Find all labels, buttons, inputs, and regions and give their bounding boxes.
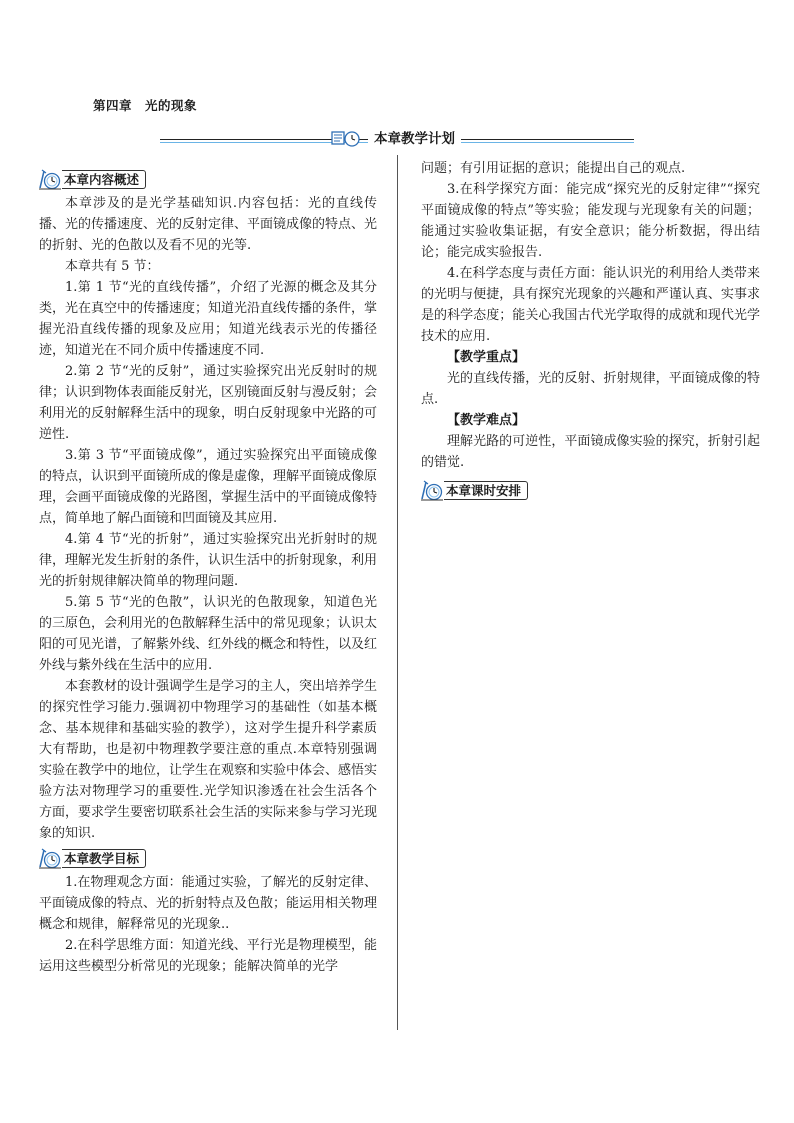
design-paragraph: 本套教材的设计强调学生是学习的主人，突出培养学生的探究性学习能力.强调初中物理学习的基础性（如基本概念、基本规律和基础实验的教学），这对学生提升科学素质大有帮助，也是初中物理教学要注意的重点.本章特别强调实验在教学中的地位，让学生在观察和实验中体会、感悟实验方法对物理学习的重要性.光学知识渗透在社会生活各个方面，要求学生要密切联系社会生活的实际来参与学习光现象的知识. [39, 679, 378, 841]
goal-2-start: 2.在科学思维方面：知道光线、平行光是物理模型，能运用这些模型分析常见的光现象；能解决简单的光学 [39, 938, 377, 974]
section-heading-schedule: 本章课时安排 [420, 479, 760, 501]
goal-4: 4.在科学态度与责任方面：能认识光的利用给人类带来的光明与便捷，具有探究光现象的兴趣和严谨认真、实事求是的科学态度；能关心我国古代光学取得的成就和现代光学技术的应用. [421, 266, 760, 344]
clock-icon [420, 479, 444, 501]
goal-3: 3.在科学探究方面：能完成“探究光的反射定律”“探究平面镜成像的特点”等实验；能发现与光现象有关的问题；能通过实验收集证据，有安全意识；能分析数据，得出结论；能完成实验报告. [421, 182, 760, 260]
goal-2-end: 问题；有引用证据的意识；能提出自己的观点. [421, 161, 686, 176]
section-2: 2.第 2 节“光的反射”，通过实验探究出光反射时的规律；认识到物体表面能反射光，区别镜面反射与漫反射；会利用光的反射解释生活中的现象，明白反射现象中光路的可逆性. [39, 364, 378, 442]
chapter-heading: 第四章 光的现象 [93, 98, 198, 113]
section-5: 5.第 5 节“光的色散”，认识光的色散现象，知道色光的三原色，会利用光的色散解释生活中的常见现象；认识太阳的可见光谱，了解紫外线、红外线的概念和特性，以及红外线与紫外线在生活中的应用. [39, 595, 378, 673]
difficulties-label: 【教学难点】 [447, 413, 526, 428]
key-points-label: 【教学重点】 [447, 350, 526, 365]
right-column [421, 158, 760, 504]
section-heading-goals: 本章教学目标 [38, 847, 377, 869]
section-count: 本章共有 5 节： [65, 259, 160, 274]
banner-title: 本章教学计划 [368, 129, 461, 149]
clock-icon [38, 847, 62, 869]
column-divider [397, 155, 398, 1030]
banner [160, 127, 634, 151]
key-points-text: 光的直线传播，光的反射、折射规律，平面镜成像的特点. [421, 371, 760, 407]
section-4: 4.第 4 节“光的折射”，通过实验探究出光折射时的规律，理解光发生折射的条件，认识生活中的折射现象，利用光的折射规律解决简单的物理问题. [39, 532, 378, 589]
left-column [39, 165, 377, 977]
section-3: 3.第 3 节“平面镜成像”，通过实验探究出平面镜成像的特点，认识到平面镜所成的像是虚像，理解平面镜成像原理，会画平面镜成像的光路图，掌握生活中的平面镜成像特点，简单地了解凸面镜和凹面镜及其应用. [39, 448, 378, 526]
section-1: 1.第 1 节“光的直线传播”，介绍了光源的概念及其分类，光在真空中的传播速度；知道光沿直线传播的条件，掌握光沿直线传播的现象及应用；知道光线表示光的传播径迹，知道光在不同介质中传播速度不同. [39, 280, 378, 358]
teacher-icon [330, 127, 362, 149]
difficulties-text: 理解光路的可逆性，平面镜成像实验的探究，折射引起的错觉. [421, 434, 760, 470]
section-heading-overview: 本章内容概述 [38, 168, 377, 190]
goal-1: 1.在物理观念方面：能通过实验，了解光的反射定律、平面镜成像的特点、光的折射特点及色散；能运用相关物理概念和规律，解释常见的光现象.. [39, 875, 378, 932]
clock-icon [38, 168, 62, 190]
intro-paragraph: 本章涉及的是光学基础知识.内容包括：光的直线传播、光的传播速度、光的反射定律、平面镜成像的特点、光的折射、光的色散以及看不见的光等. [39, 196, 378, 253]
